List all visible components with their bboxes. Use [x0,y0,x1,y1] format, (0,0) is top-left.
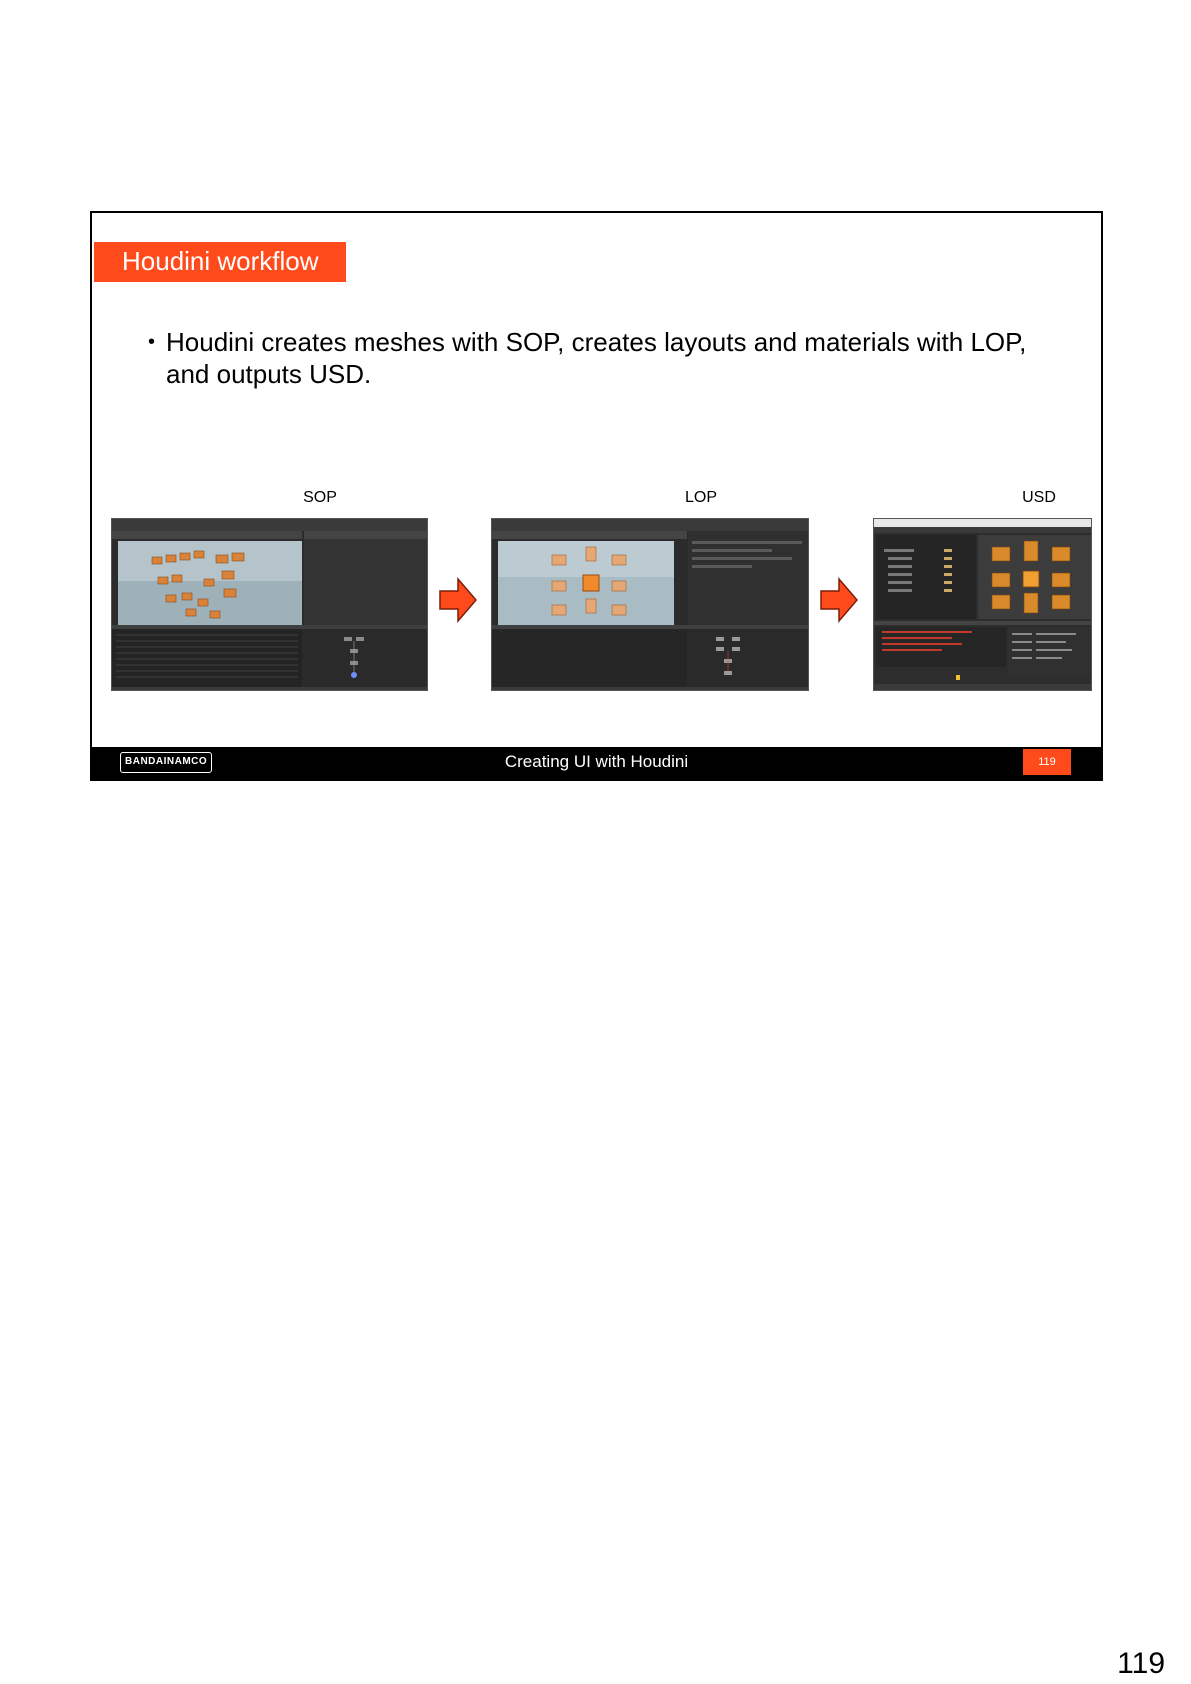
usd-screenshot-graphic [874,519,1092,691]
arrow-right-icon [819,577,859,623]
footer-title: Creating UI with Houdini [504,752,689,771]
slide-title-box [94,242,346,282]
slide-number-badge: 119 [1023,749,1071,775]
panel-label-sop: SOP [303,489,337,506]
lop-screenshot-graphic [492,519,809,691]
usd-screenshot [873,518,1092,691]
bandainamco-logo: BANDAINAMCO [120,752,212,773]
bullet-dot-icon: • [148,331,156,353]
lop-screenshot [491,518,809,691]
slide-title: Houdini workflow [122,246,319,276]
slide [90,211,1103,781]
arrow-right-icon [438,577,478,623]
sop-screenshot-graphic [112,519,428,691]
panel-label-lop: LOP [684,489,717,506]
panel-label-usd: USD [1022,489,1056,506]
sop-screenshot [111,518,428,691]
bullet-text: Houdini creates meshes with SOP, creates layouts and materials with LOP, and outputs USD. [166,327,1027,389]
page-number: 119 [1117,1647,1165,1680]
slide-footer [92,747,1101,779]
